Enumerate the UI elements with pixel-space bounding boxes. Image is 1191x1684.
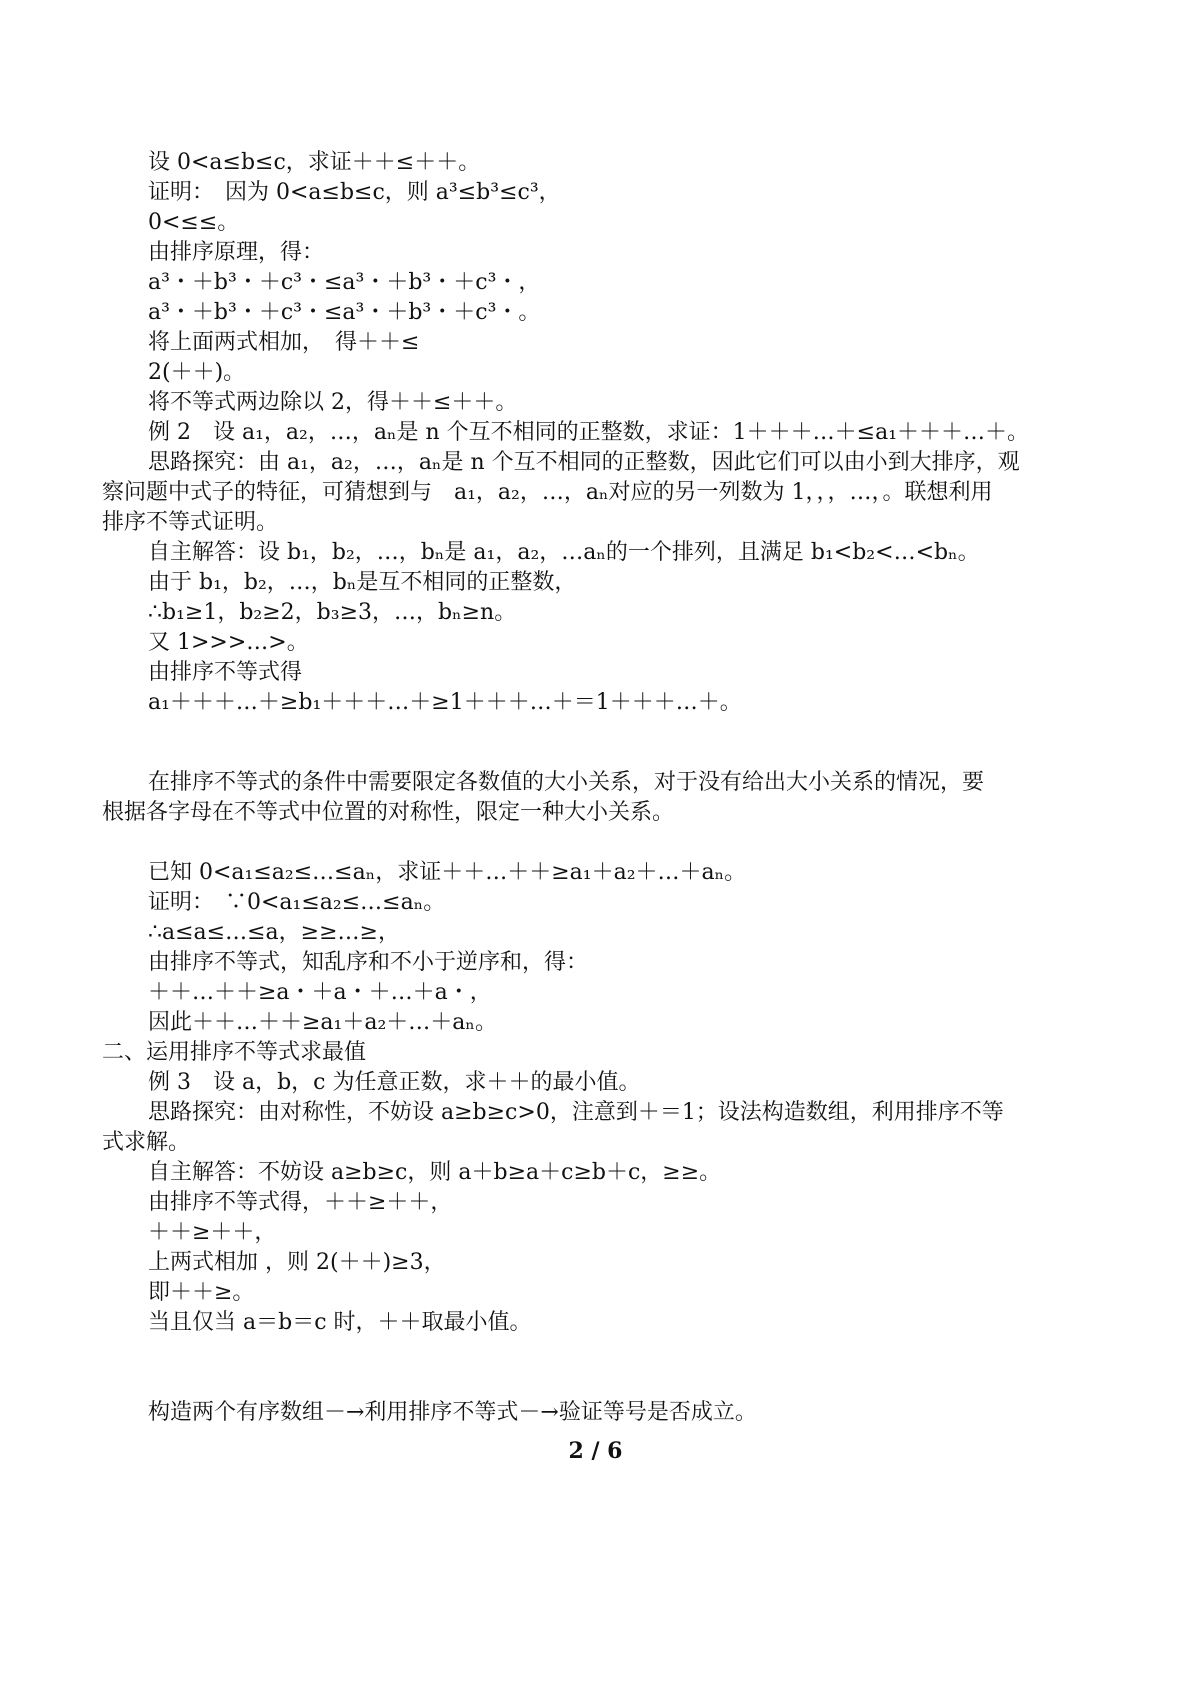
- page-number: 2 / 6: [568, 1438, 623, 1464]
- text-line: 由排序原理，得：: [148, 240, 325, 265]
- text-line: a³・＋b³・＋c³・≤a³・＋b³・＋c³・，: [148, 270, 541, 295]
- text-line: 察问题中式子的特征，可猜想到与 a₁，a₂，…，aₙ对应的另一列数为 1，，，…，。联想利用: [102, 480, 993, 505]
- text-line: 上两式相加 ，则 2(＋＋)≥3，: [148, 1250, 446, 1275]
- section-heading: 二、运用排序不等式求最值: [102, 1040, 367, 1065]
- text-line: 思路探究：由 a₁，a₂，…，aₙ是 n 个互不相同的正整数，因此它们可以由小到大排序，观: [148, 450, 1020, 475]
- text-line: 自主解答：不妨设 a≥b≥c，则 a＋b≥a＋c≥b＋c，≥≥。: [148, 1160, 722, 1185]
- text-line: 根据各字母在不等式中位置的对称性，限定一种大小关系。: [102, 800, 675, 825]
- text-line: 将上面两式相加， 得＋＋≤: [148, 330, 420, 355]
- text-line: 由排序不等式得: [148, 660, 303, 685]
- text-line: 由排序不等式，知乱序和不小于逆序和，得：: [148, 950, 589, 975]
- text-line: 思路探究：由对称性，不妨设 a≥b≥c>0，注意到＋＝1；设法构造数组，利用排序不等: [148, 1100, 1004, 1125]
- text-line: 又 1>>>…>。: [148, 630, 309, 655]
- text-line: 当且仅当 a＝b＝c 时，＋＋取最小值。: [148, 1310, 532, 1335]
- text-line: ＋＋≥＋＋，: [148, 1220, 277, 1245]
- text-line: 例 2 设 a₁，a₂，…，aₙ是 n 个互不相同的正整数，求证：1＋＋＋…＋≤a₁＋＋＋…＋。: [148, 420, 1030, 445]
- text-line: 因此＋＋…＋＋≥a₁＋a₂＋…＋aₙ。: [148, 1010, 497, 1035]
- text-line: 即＋＋≥。: [148, 1280, 255, 1305]
- text-line: a³・＋b³・＋c³・≤a³・＋b³・＋c³・。: [148, 300, 541, 325]
- text-line: 构造两个有序数组－→利用排序不等式－→验证等号是否成立。: [148, 1400, 757, 1425]
- text-line: 式求解。: [102, 1130, 191, 1155]
- text-line: 已知 0<a₁≤a₂≤…≤aₙ，求证＋＋…＋＋≥a₁＋a₂＋…＋aₙ。: [148, 860, 747, 885]
- text-line: 在排序不等式的条件中需要限定各数值的大小关系，对于没有给出大小关系的情况，要: [148, 770, 985, 795]
- text-line: 证明： ∵0<a₁≤a₂≤…≤aₙ。: [148, 890, 446, 915]
- text-line: 例 3 设 a，b，c 为任意正数，求＋＋的最小值。: [148, 1070, 641, 1095]
- text-line: 0<≤≤。: [148, 210, 240, 235]
- text-line: 由于 b₁，b₂，…，bₙ是互不相同的正整数，: [148, 570, 577, 595]
- text-line: 自主解答：设 b₁，b₂，…，bₙ是 a₁，a₂，…aₙ的一个排列，且满足 b₁<b₂<…<bₙ。: [148, 540, 980, 565]
- text-line: ∴a≤a≤…≤a，≥≥…≥，: [148, 920, 400, 945]
- text-line: ∴b₁≥1，b₂≥2，b₃≥3，…，bₙ≥n。: [148, 600, 517, 625]
- text-line: 将不等式两边除以 2，得＋＋≤＋＋。: [148, 390, 518, 415]
- text-line: 排序不等式证明。: [102, 510, 279, 535]
- text-line: 由排序不等式得，＋＋≥＋＋，: [148, 1190, 453, 1215]
- text-line: a₁＋＋＋…＋≥b₁＋＋＋…＋≥1＋＋＋…＋＝1＋＋＋…＋。: [148, 690, 742, 715]
- text-line: 2(＋＋)。: [148, 360, 246, 385]
- text-line: 设 0<a≤b≤c，求证＋＋≤＋＋。: [148, 150, 481, 175]
- text-line: 证明： 因为 0<a≤b≤c，则 a³≤b³≤c³，: [148, 180, 561, 205]
- text-line: ＋＋…＋＋≥a・＋a・＋…＋a・，: [148, 980, 492, 1005]
